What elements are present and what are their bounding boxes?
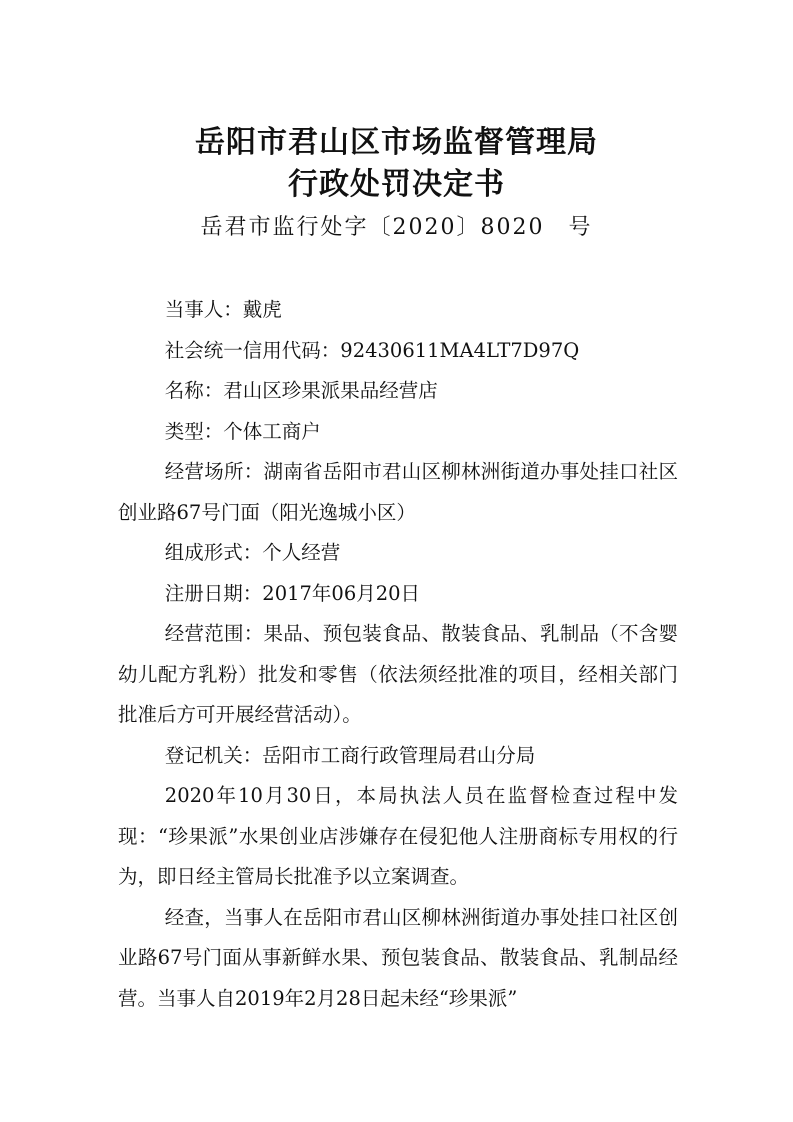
case-paragraph-1: 2020年10月30日，本局执法人员在监督检查过程中发现：“珍果派”水果创业店涉嫌存在侵犯他人注册商标专用权的行为，即日经主管局长批准予以立案调查。 — [118, 784, 678, 888]
form-field: 组成形式：个人经营 — [164, 541, 341, 564]
name-field: 名称：君山区珍果派果品经营店 — [164, 379, 438, 402]
document-number: 岳君市监行处字〔2020〕8020 号 — [200, 215, 593, 240]
registration-date-field: 注册日期：2017年06月20日 — [164, 581, 421, 605]
document-title: 岳阳市君山区市场监督管理局 — [195, 125, 598, 160]
case-paragraph-2: 经查，当事人在岳阳市君山区柳林洲街道办事处挂口社区创业路67号门面从事新鲜水果、预包装食品、散装食品、乳制品经营。当事人自2019年2月28日起未经“珍果派” — [118, 905, 678, 1010]
registration-authority-field: 登记机关：岳阳市工商行政管理局君山分局 — [164, 743, 536, 767]
type-field: 类型：个体工商户 — [164, 419, 321, 443]
business-scope-field: 经营范围：果品、预包装食品、散装食品、乳制品（不含婴幼儿配方乳粉）批发和零售（依法须经批准的项目，经相关部门批准后方可开展经营活动）。 — [118, 622, 678, 726]
document-body — [118, 290, 678, 1019]
party-field: 当事人：戴虎 — [164, 298, 282, 321]
credit-code-field: 社会统一信用代码：92430611MA4LT7D97Q — [164, 338, 580, 362]
document-subtitle: 行政处罚决定书 — [288, 167, 505, 202]
address-field: 经营场所：湖南省岳阳市君山区柳林洲街道办事处挂口社区创业路67号门面（阳光逸城小区） — [118, 460, 678, 524]
